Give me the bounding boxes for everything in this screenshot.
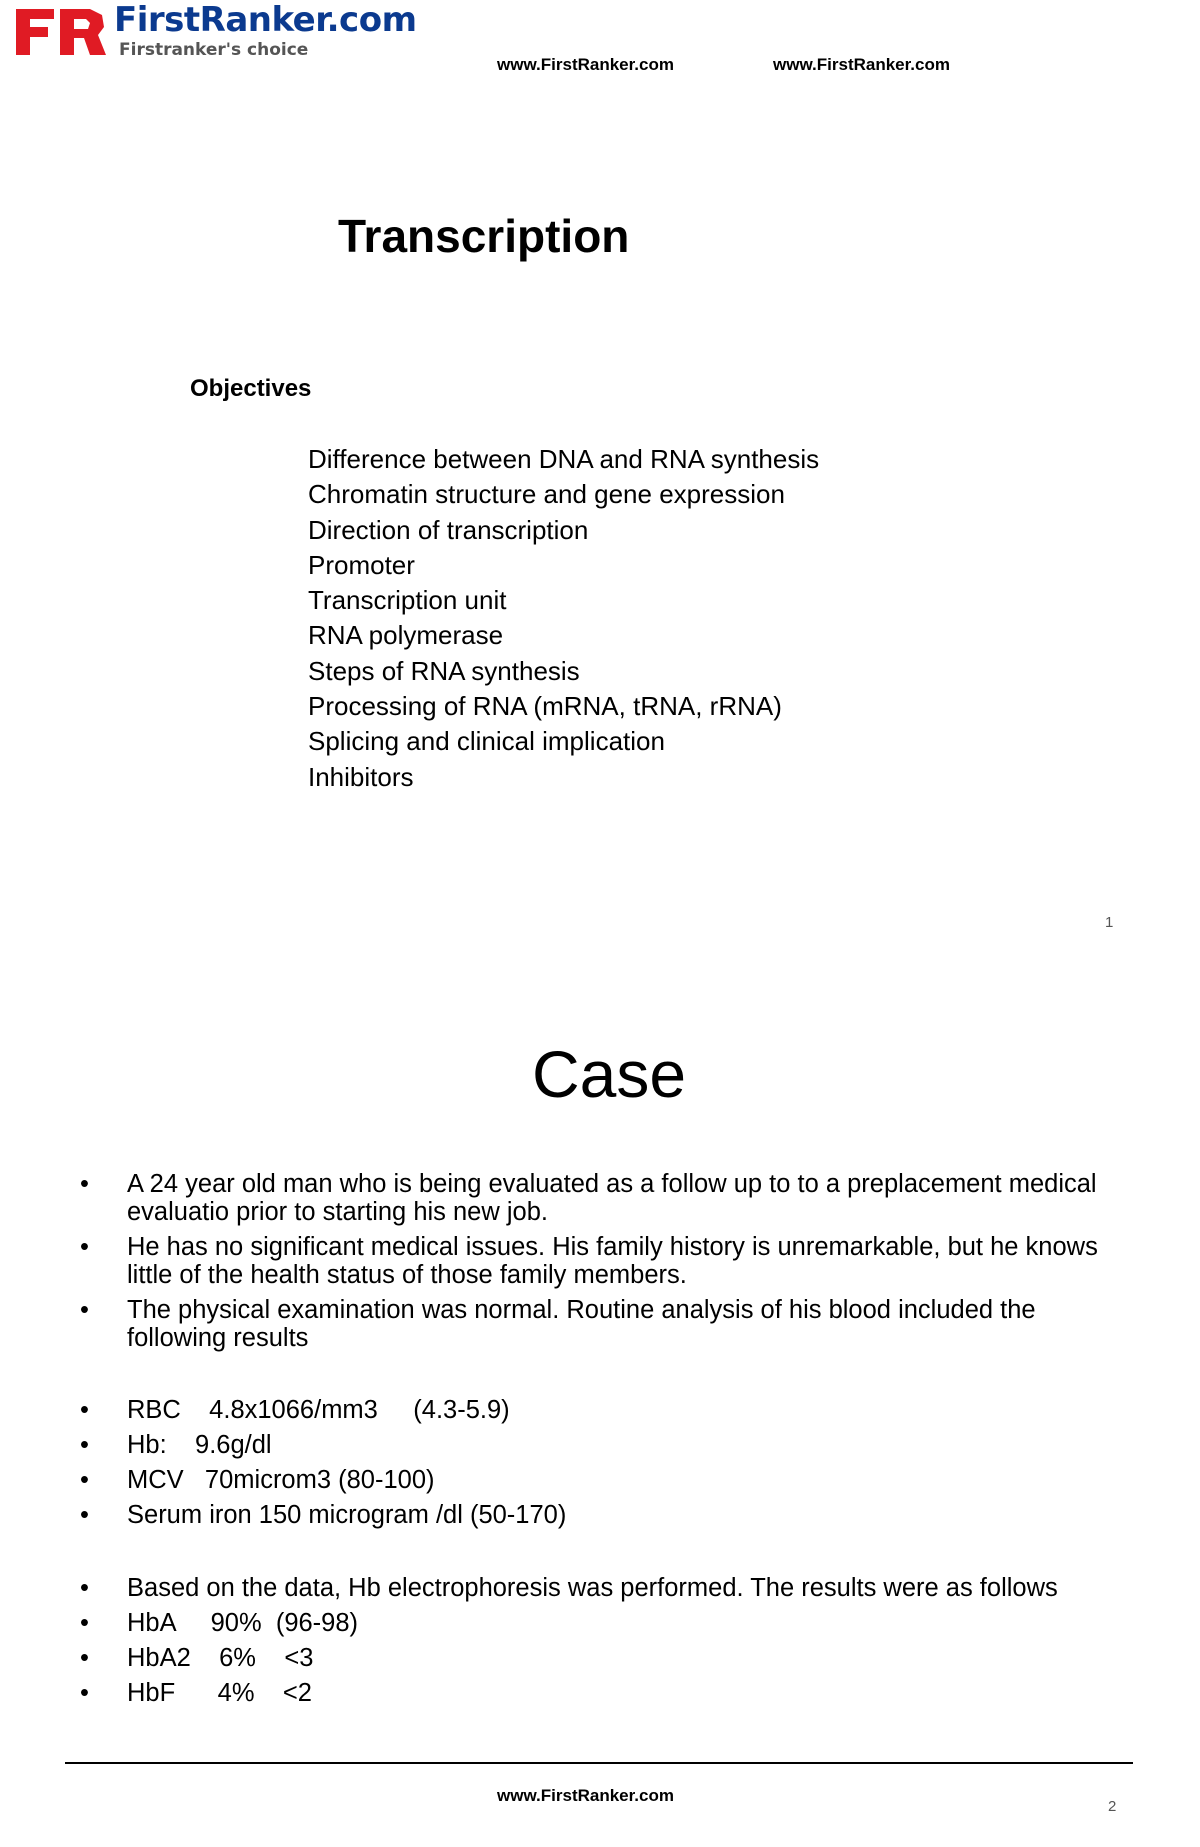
blood-results-list (78, 1396, 1128, 1536)
list-item (78, 1679, 1148, 1707)
footer-divider (65, 1762, 1133, 1764)
objective-item: Steps of RNA synthesis (308, 655, 580, 686)
history-text: The physical examination was normal. Routine analysis of his blood included the following results (127, 1296, 1043, 1352)
page-title-transcription: Transcription (338, 210, 630, 262)
objectives-list (308, 442, 819, 795)
case-history-list (78, 1170, 1128, 1359)
list-item (78, 1296, 1128, 1352)
electrophoresis-text: HbA2 6% <3 (127, 1644, 314, 1672)
history-text: A 24 year old man who is being evaluated as a follow up to to a preplacement medical evaluatio prior to starting his new job. (127, 1170, 1104, 1226)
electrophoresis-text: HbF 4% <2 (127, 1679, 312, 1707)
bullet-icon: • (80, 1679, 89, 1707)
bullet-icon: • (80, 1396, 89, 1424)
result-text: RBC 4.8x1066/mm3 (4.3-5.9) (127, 1396, 510, 1424)
bullet-icon: • (80, 1233, 89, 1261)
bullet-icon: • (80, 1170, 89, 1198)
list-item (78, 1396, 1128, 1424)
header-link-2[interactable]: www.FirstRanker.com (773, 55, 950, 74)
bullet-icon: • (80, 1466, 89, 1494)
objective-item: Chromatin structure and gene expression (308, 479, 785, 510)
bullet-icon: • (80, 1296, 89, 1324)
footer-link[interactable]: www.FirstRanker.com (497, 1786, 674, 1805)
objectives-heading: Objectives (190, 375, 312, 402)
logo-tagline: Firstranker's choice (119, 40, 309, 60)
result-text: MCV 70microm3 (80-100) (127, 1466, 435, 1494)
page-number-1: 1 (1105, 914, 1114, 931)
electrophoresis-list (78, 1574, 1148, 1714)
page-number-2: 2 (1108, 1798, 1117, 1815)
logo-name: FirstRanker.com (114, 0, 417, 40)
list-item (78, 1609, 1148, 1637)
list-item (78, 1431, 1128, 1459)
objective-item: RNA polymerase (308, 620, 504, 651)
electrophoresis-text: Based on the data, Hb electrophoresis was performed. The results were as follows (127, 1574, 1058, 1602)
objective-item: Promoter (308, 549, 415, 580)
page-title-case: Case (532, 1037, 687, 1111)
objective-item: Processing of RNA (mRNA, tRNA, rRNA) (308, 691, 782, 722)
list-item (78, 1466, 1128, 1494)
list-item (78, 1501, 1128, 1529)
history-text: He has no significant medical issues. His family history is unremarkable, but he knows little of the health status of those family members. (127, 1233, 1105, 1289)
objective-item: Splicing and clinical implication (308, 726, 665, 757)
list-item (78, 1574, 1148, 1602)
header-link-1[interactable]: www.FirstRanker.com (497, 55, 674, 74)
result-text: Serum iron 150 microgram /dl (50-170) (127, 1501, 567, 1529)
list-item (78, 1170, 1128, 1226)
electrophoresis-text: HbA 90% (96-98) (127, 1609, 359, 1637)
list-item (78, 1233, 1128, 1289)
list-item (78, 1644, 1148, 1672)
result-text: Hb: 9.6g/dl (127, 1431, 272, 1459)
firstranker-logo-icon (14, 5, 110, 57)
bullet-icon: • (80, 1644, 89, 1672)
bullet-icon: • (80, 1431, 89, 1459)
objective-item: Inhibitors (308, 761, 414, 792)
bullet-icon: • (80, 1501, 89, 1529)
objective-item: Direction of transcription (308, 514, 589, 545)
bullet-icon: • (80, 1574, 89, 1602)
bullet-icon: • (80, 1609, 89, 1637)
objective-item: Transcription unit (308, 585, 507, 616)
objective-item: Difference between DNA and RNA synthesis (308, 444, 820, 474)
